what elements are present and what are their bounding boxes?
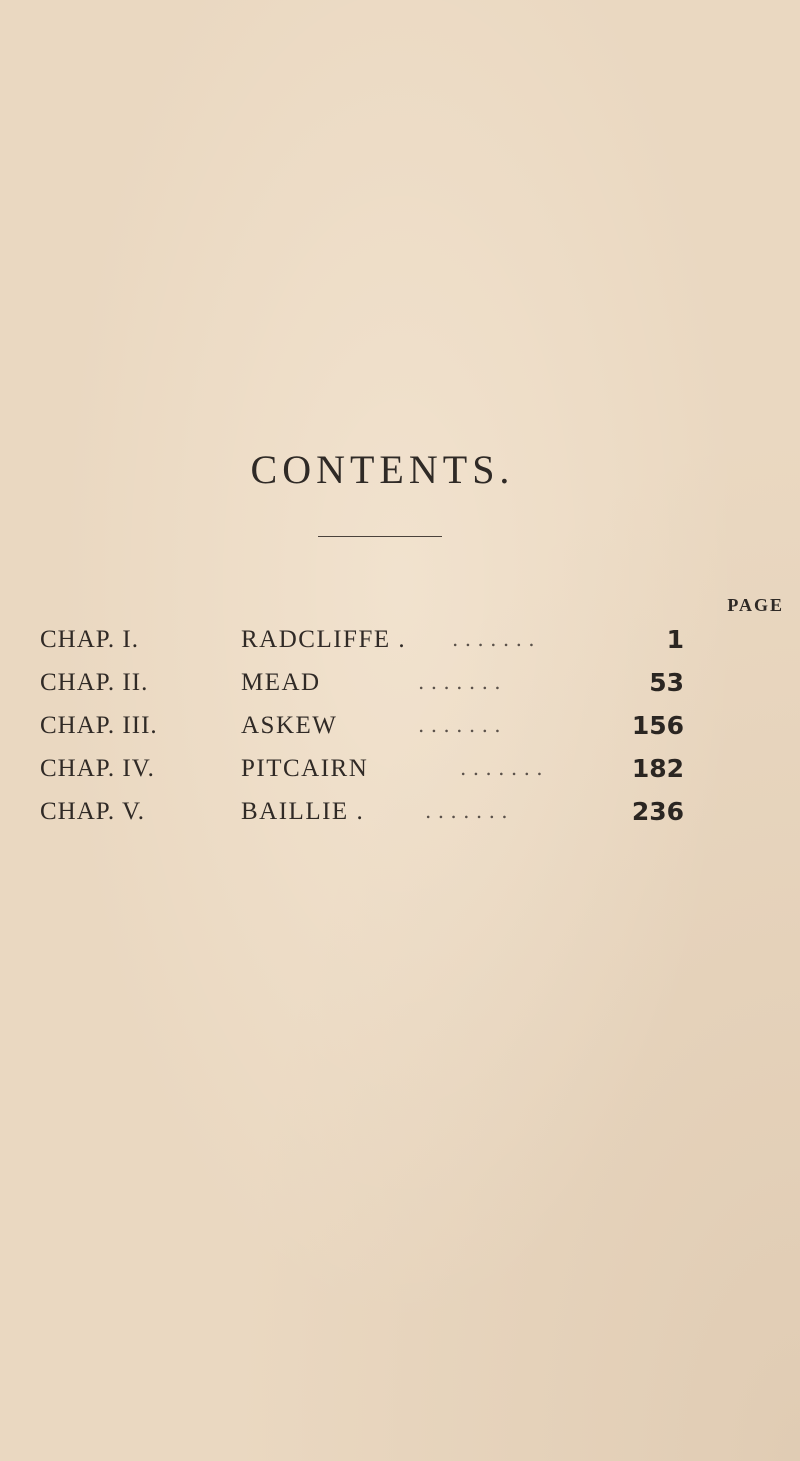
page-number: 53	[649, 668, 684, 697]
toc-row	[0, 704, 800, 747]
page-number: 156	[631, 711, 684, 740]
toc-row	[0, 790, 800, 833]
chapter-title: RADCLIFFE .	[241, 626, 407, 653]
chapter-title: MEAD	[241, 669, 321, 696]
chapter-number: CHAP. I.	[40, 626, 139, 653]
page-title: CONTENTS.	[250, 447, 515, 492]
chapter-number: CHAP. II.	[40, 669, 149, 696]
chapter-number: CHAP. III.	[40, 712, 158, 739]
dot-leader: . . . . . . .	[418, 670, 501, 694]
table-of-contents	[0, 618, 800, 833]
dot-leader: . . . . . . .	[452, 627, 535, 651]
chapter-title: ASKEW	[241, 712, 338, 739]
dot-leader: . . . . . . .	[425, 799, 508, 823]
toc-row	[0, 618, 800, 661]
dot-leader: . . . . . . .	[460, 756, 543, 780]
dot-leader: . . . . . . .	[418, 713, 501, 737]
page-number: 182	[631, 754, 684, 783]
title-rule	[318, 536, 442, 537]
toc-row	[0, 661, 800, 704]
page-number: 236	[631, 797, 684, 826]
toc-row	[0, 747, 800, 790]
chapter-title: BAILLIE .	[241, 798, 365, 825]
chapter-title: PITCAIRN	[241, 755, 369, 782]
chapter-number: CHAP. V.	[40, 798, 146, 825]
page-number: 1	[666, 625, 684, 654]
chapter-number: CHAP. IV.	[40, 755, 155, 782]
page-column-label: PAGE	[727, 595, 784, 615]
